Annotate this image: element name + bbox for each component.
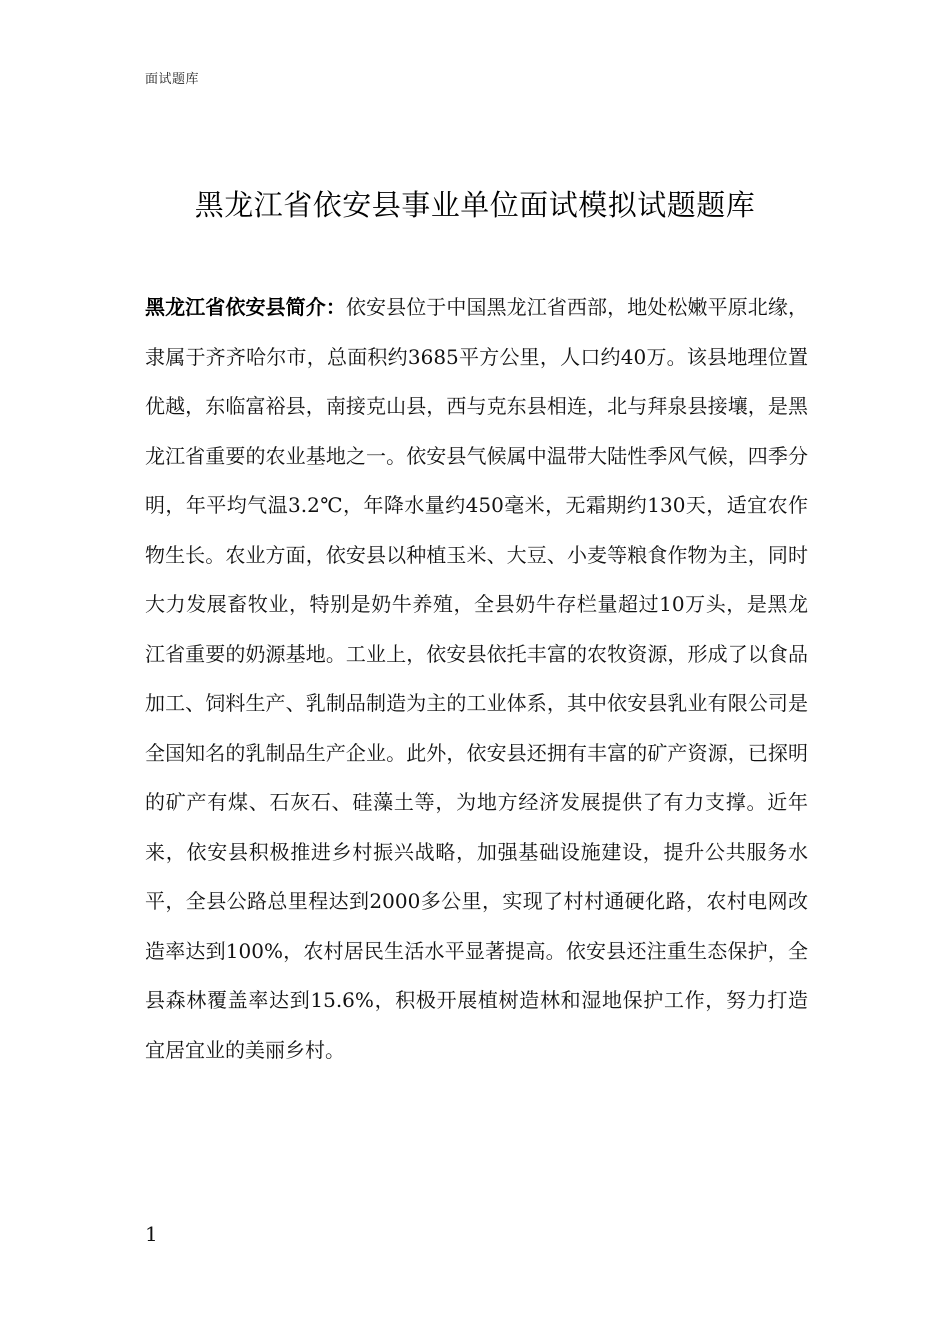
running-header: 面试题库 (145, 72, 200, 87)
page-number: 1 (145, 1222, 158, 1246)
intro-paragraph (145, 283, 808, 1075)
document-title: 黑龙江省依安县事业单位面试模拟试题题库 (194, 188, 756, 222)
intro-label: 黑龙江省依安县简介： (145, 295, 346, 319)
intro-body: 依安县位于中国黑龙江省西部，地处松嫩平原北缘，隶属于齐齐哈尔市，总面积约3685平方公里，人口约40万。该县地理位置优越，东临富裕县，南接克山县，西与克东县相连，北与拜泉县接壤，是黑龙江省重要的农业基地之一。依安县气候属中温带大陆性季风气候，四季分明，年平均气温3.2℃，年降水量约450毫米，无霜期约130天，适宜农作物生长。农业方面，依安县以种植玉米、大豆、小麦等粮食作物为主，同时大力发展畜牧业，特别是奶牛养殖，全县奶牛存栏量超过10万头，是黑龙江省重要的奶源基地。工业上，依安县依托丰富的农牧资源，形成了以食品加工、饲料生产、乳制品制造为主的工业体系，其中依安县乳业有限公司是全国知名的乳制品生产企业。此外，依安县还拥有丰富的矿产资源，已探明的矿产有煤、石灰石、硅藻土等，为地方经济发展提供了有力支撑。近年来，依安县积极推进乡村振兴战略，加强基础设施建设，提升公共服务水平，全县公路总里程达到2000多公里，实现了村村通硬化路，农村电网改造率达到100%，农村居民生活水平显著提高。依安县还注重生态保护，全县森林覆盖率达到15.6%，积极开展植树造林和湿地保护工作，努力打造宜居宜业的美丽乡村。 (145, 295, 808, 1062)
